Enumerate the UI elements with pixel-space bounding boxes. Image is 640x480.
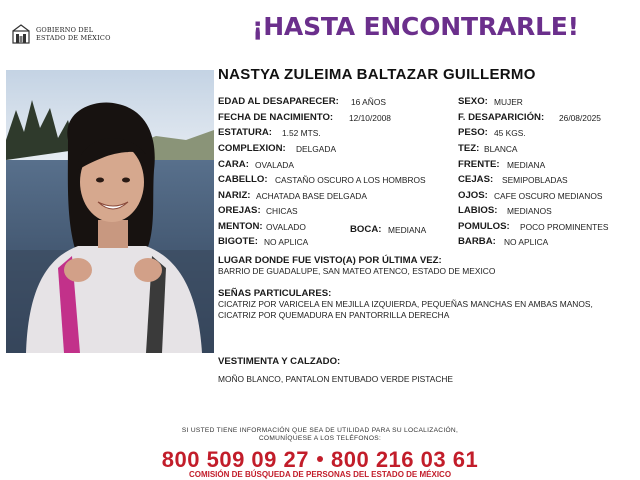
value-orejas: CHICAS <box>266 206 298 216</box>
label-sexo: SEXO: <box>458 96 488 107</box>
state-emblem-icon <box>10 23 32 45</box>
value-peso: 45 KGS. <box>494 128 526 138</box>
missing-person-photo <box>6 70 214 353</box>
last-seen-text: BARRIO DE GUADALUPE, SAN MATEO ATENCO, ESTADO DE MEXICO <box>218 266 496 276</box>
value-cara: OVALADA <box>255 160 294 170</box>
value-cejas: SEMIPOBLADAS <box>502 175 568 185</box>
value-ojos: CAFE OSCURO MEDIANOS <box>494 191 603 201</box>
clothing-title: VESTIMENTA Y CALZADO: <box>218 356 341 367</box>
value-bigote: NO APLICA <box>264 237 309 247</box>
value-barba: NO APLICA <box>504 237 549 247</box>
value-nacimiento: 12/10/2008 <box>349 113 391 123</box>
label-estatura: ESTATURA: <box>218 127 273 138</box>
label-tez: TEZ: <box>458 143 480 154</box>
value-labios: MEDIANOS <box>507 206 552 216</box>
value-complexion: DELGADA <box>296 144 337 154</box>
label-desaparicion: F. DESAPARICIÓN: <box>458 112 545 123</box>
value-frente: MEDIANA <box>507 160 546 170</box>
phone-number-1[interactable]: 800 509 09 27 <box>161 447 309 472</box>
label-cejas: CEJAS: <box>458 174 494 185</box>
phone-number-2[interactable]: 800 216 03 61 <box>331 447 479 472</box>
label-peso: PESO: <box>458 127 488 138</box>
particulars-text: CICATRIZ POR VARICELA EN MEJILLA IZQUIERDA, PEQUEÑAS MANCHAS EN AMBAS MANOS, CICATRIZ POR QUEMADURA EN PANTORRILLA DERECHA <box>218 299 593 320</box>
value-boca: MEDIANA <box>388 225 427 235</box>
label-barba: BARBA: <box>458 236 496 247</box>
label-cabello: CABELLO: <box>218 174 268 185</box>
photo-illustration <box>6 70 214 353</box>
value-edad: 16 AÑOS <box>351 97 386 107</box>
value-cabello: CASTAÑO OSCURO A LOS HOMBROS <box>275 175 426 185</box>
value-tez: BLANCA <box>484 144 518 154</box>
value-sexo: MUJER <box>494 97 523 107</box>
logo-line-1: GOBIERNO DEL <box>36 26 94 34</box>
label-ojos: OJOS: <box>458 190 488 201</box>
label-orejas: OREJAS: <box>218 205 261 216</box>
separator-dot-icon <box>317 456 323 462</box>
value-nariz: ACHATADA BASE DELGADA <box>256 191 367 201</box>
value-pomulos: POCO PROMINENTES <box>520 222 609 232</box>
footer-note-line-1: SI USTED TIENE INFORMACIÓN QUE SEA DE UTILIDAD PARA SU LOCALIZACIÓN, <box>181 427 459 434</box>
last-seen-title: LUGAR DONDE FUE VISTO(A) POR ÚLTIMA VEZ: <box>218 255 442 266</box>
value-estatura: 1.52 MTS. <box>282 128 321 138</box>
headline: ¡HASTA ENCONTRARLE! <box>252 12 579 41</box>
value-menton: OVALADO <box>266 222 306 232</box>
government-logo <box>10 20 120 48</box>
clothing-text: MOÑO BLANCO, PANTALON ENTUBADO VERDE PISTACHE <box>218 374 453 384</box>
logo-line-2: ESTADO DE MÉXICO <box>36 34 111 42</box>
label-nacimiento: FECHA DE NACIMIENTO: <box>218 112 334 123</box>
label-pomulos: POMULOS: <box>458 221 510 232</box>
particulars-title: SEÑAS PARTICULARES: <box>218 288 332 299</box>
person-name: NASTYA ZULEIMA BALTAZAR GUILLERMO <box>218 66 536 83</box>
label-frente: FRENTE: <box>458 159 500 170</box>
label-bigote: BIGOTE: <box>218 236 258 247</box>
label-labios: LABIOS: <box>458 205 498 216</box>
label-complexion: COMPLEXION: <box>218 143 286 154</box>
label-menton: MENTON: <box>218 221 263 232</box>
label-edad: EDAD AL DESAPARECER: <box>218 96 339 107</box>
footer-note-line-2: COMUNÍQUESE A LOS TELÉFONOS: <box>258 435 382 442</box>
label-cara: CARA: <box>218 159 249 170</box>
label-boca: BOCA: <box>350 224 382 235</box>
value-desaparicion: 26/08/2025 <box>559 113 601 123</box>
label-nariz: NARIZ: <box>218 190 251 201</box>
commission-name: COMISIÓN DE BÚSQUEDA DE PERSONAS DEL ESTADO DE MÉXICO <box>188 470 452 479</box>
